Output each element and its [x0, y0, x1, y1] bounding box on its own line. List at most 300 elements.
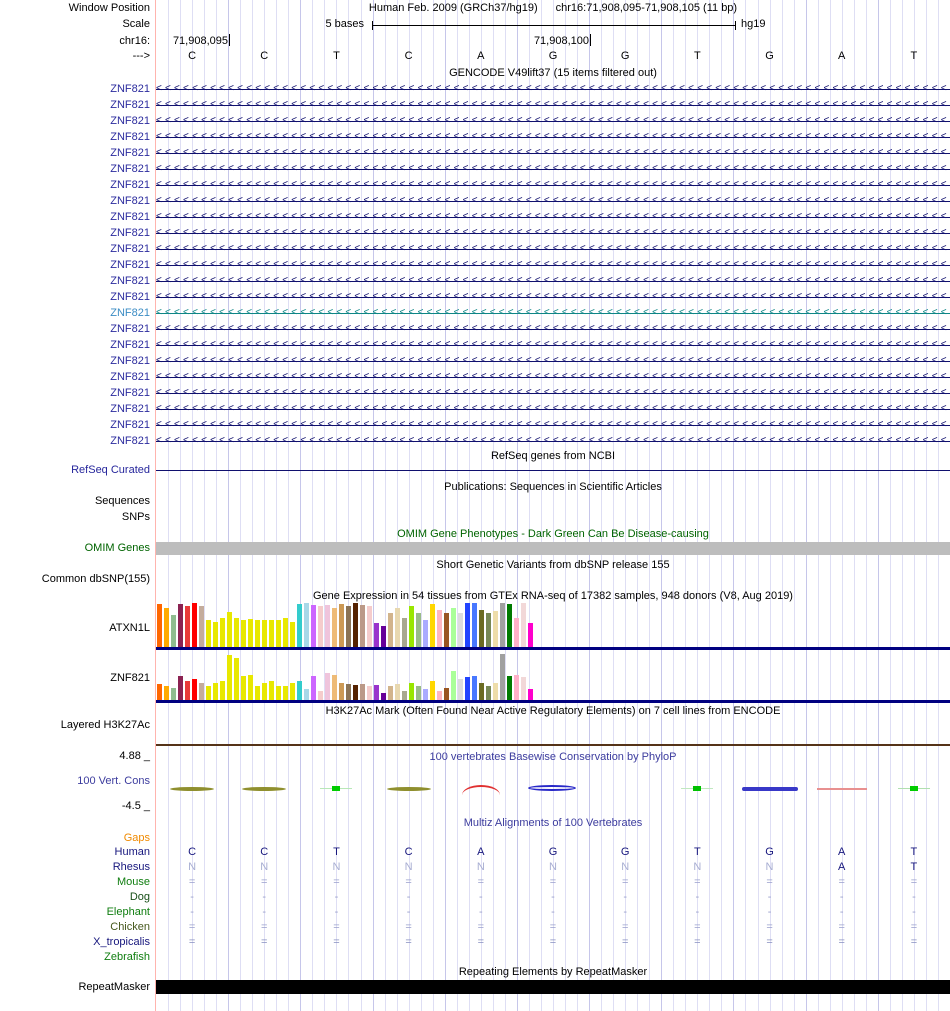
dbsnp-title: Short Genetic Variants from dbSNP release 155: [436, 559, 670, 571]
gtex-tissue-bar[interactable]: [192, 603, 197, 647]
scale-bar-right-tick: [735, 21, 736, 30]
multiz-alignment-cell: A: [477, 846, 485, 858]
phylop-title: 100 vertebrates Basewise Conservation by PhyloP: [429, 751, 677, 763]
h3k27ac-track-label: Layered H3K27Ac: [60, 719, 150, 731]
multiz-alignment-cell: N: [188, 861, 197, 873]
repeatmasker-title: Repeating Elements by RepeatMasker: [458, 966, 648, 978]
multiz-alignment-cell: -: [262, 906, 267, 918]
h3k27ac-title: H3K27Ac Mark (Often Found Near Active Regulatory Elements) on 7 cell lines from ENCODE: [325, 705, 781, 717]
gene-label[interactable]: ZNF821: [110, 291, 150, 303]
gene-direction-arrows[interactable]: <<<<<<<<<<<<<<<<<<<<<<<<<<<<<<<<<<<<<<<<<<<<<<<<<<<<<<<<<<<<<<<<<<<<<<<<<<<<<<<<<<<<<<<<: [156, 211, 950, 222]
multiz-alignment-cell: N: [549, 861, 557, 873]
base-letter: A: [838, 50, 846, 62]
gtex-tissue-bar[interactable]: [381, 626, 386, 647]
multiz-alignment-cell: =: [261, 921, 268, 933]
base-letter: T: [910, 50, 918, 62]
gtex-tissue-bar[interactable]: [458, 679, 463, 700]
gtex-tissue-bar[interactable]: [430, 604, 435, 647]
multiz-alignment-cell: N: [693, 861, 702, 873]
gene-direction-arrows[interactable]: <<<<<<<<<<<<<<<<<<<<<<<<<<<<<<<<<<<<<<<<<<<<<<<<<<<<<<<<<<<<<<<<<<<<<<<<<<<<<<<<<<<<<<<<: [156, 227, 950, 238]
gene-label[interactable]: ZNF821: [110, 355, 150, 367]
multiz-alignment-cell: -: [478, 891, 483, 903]
conservation-faint-line: [817, 788, 867, 790]
gtex-tissue-bar[interactable]: [248, 675, 253, 700]
conservation-lens: [170, 787, 214, 791]
gene-label[interactable]: ZNF821: [110, 323, 150, 335]
gene-direction-arrows[interactable]: <<<<<<<<<<<<<<<<<<<<<<<<<<<<<<<<<<<<<<<<<<<<<<<<<<<<<<<<<<<<<<<<<<<<<<<<<<<<<<<<<<<<<<<<: [156, 115, 950, 126]
repeatmasker-track-label: RepeatMasker: [78, 981, 150, 993]
multiz-alignment-cell: =: [621, 936, 629, 948]
gtex-tissue-bar[interactable]: [199, 606, 204, 647]
gtex-tissue-bar[interactable]: [430, 681, 435, 700]
gene-label[interactable]: ZNF821: [110, 83, 150, 95]
gtex-tissue-bar[interactable]: [465, 603, 470, 647]
gtex-tissue-bar[interactable]: [507, 676, 512, 700]
gene-label[interactable]: ZNF821: [110, 195, 150, 207]
gene-direction-arrows[interactable]: <<<<<<<<<<<<<<<<<<<<<<<<<<<<<<<<<<<<<<<<<<<<<<<<<<<<<<<<<<<<<<<<<<<<<<<<<<<<<<<<<<<<<<<<: [156, 259, 950, 270]
gtex-tissue-bar[interactable]: [213, 683, 218, 700]
multiz-alignment-cell: -: [912, 906, 916, 918]
multiz-alignment-cell: =: [477, 921, 485, 933]
dbsnp-track-label: Common dbSNP(155): [41, 573, 150, 585]
multiz-alignment-cell: =: [694, 936, 701, 948]
conservation-lens: [387, 787, 431, 791]
gene-label[interactable]: ZNF821: [110, 147, 150, 159]
snps-track-label: SNPs: [121, 511, 150, 523]
gtex-tissue-bar[interactable]: [304, 689, 309, 700]
gtex-tissue-bar[interactable]: [493, 611, 498, 647]
multiz-species-label: Chicken: [110, 921, 150, 933]
chrom-label: chr16:: [119, 35, 150, 47]
gtex-tissue-bar[interactable]: [416, 613, 421, 647]
gene-direction-arrows[interactable]: <<<<<<<<<<<<<<<<<<<<<<<<<<<<<<<<<<<<<<<<<<<<<<<<<<<<<<<<<<<<<<<<<<<<<<<<<<<<<<<<<<<<<<<<: [156, 371, 950, 382]
gtex-tissue-bar[interactable]: [493, 683, 498, 700]
gtex-tissue-bar[interactable]: [325, 673, 330, 700]
gtex-tissue-bar[interactable]: [381, 693, 386, 700]
gtex-tissue-bar[interactable]: [444, 613, 449, 647]
multiz-alignment-cell: =: [838, 876, 845, 888]
multiz-alignment-cell: N: [332, 861, 341, 873]
gtex-tissue-bar[interactable]: [164, 608, 169, 647]
multiz-alignment-cell: C: [188, 846, 197, 858]
multiz-alignment-cell: =: [766, 876, 773, 888]
multiz-alignment-cell: -: [478, 906, 483, 918]
gtex-tissue-bar[interactable]: [388, 686, 393, 700]
gene-label[interactable]: ZNF821: [110, 211, 150, 223]
base-letter: G: [548, 50, 558, 62]
gtex-tissue-bar[interactable]: [374, 623, 379, 647]
gtex-tissue-bar[interactable]: [479, 610, 484, 647]
omim-track-label: OMIM Genes: [84, 542, 150, 554]
gtex-atxn1l-baseline: [156, 647, 950, 650]
conservation-ellipse: [528, 785, 576, 791]
multiz-alignment-cell: =: [333, 936, 340, 948]
gtex-tissue-bar[interactable]: [388, 613, 393, 647]
gtex-tissue-bar[interactable]: [206, 686, 211, 700]
multiz-alignment-cell: G: [620, 846, 630, 858]
multiz-species-label: Zebrafish: [104, 951, 150, 963]
conservation-dot: [332, 786, 340, 791]
gene-direction-arrows[interactable]: <<<<<<<<<<<<<<<<<<<<<<<<<<<<<<<<<<<<<<<<<<<<<<<<<<<<<<<<<<<<<<<<<<<<<<<<<<<<<<<<<<<<<<<<: [156, 355, 950, 366]
gene-label[interactable]: ZNF821: [110, 403, 150, 415]
multiz-alignment-cell: G: [765, 846, 774, 858]
multiz-alignment-cell: -: [190, 906, 194, 918]
multiz-alignment-cell: =: [694, 921, 701, 933]
gtex-tissue-bar[interactable]: [241, 676, 246, 700]
gtex-tissue-bar[interactable]: [479, 683, 484, 700]
multiz-alignment-cell: -: [551, 906, 555, 918]
multiz-alignment-cell: -: [767, 891, 772, 903]
gtex-tissue-bar[interactable]: [178, 676, 183, 700]
base-letter: C: [404, 50, 413, 62]
multiz-alignment-cell: -: [334, 906, 339, 918]
conservation-thick-line: [742, 787, 798, 791]
conservation-lens: [242, 787, 286, 791]
gtex-tissue-bar[interactable]: [227, 655, 232, 700]
gtex-tissue-bar[interactable]: [262, 683, 267, 700]
gtex-tissue-bar[interactable]: [157, 684, 162, 700]
multiz-alignment-cell: N: [621, 861, 630, 873]
gene-direction-arrows[interactable]: <<<<<<<<<<<<<<<<<<<<<<<<<<<<<<<<<<<<<<<<<<<<<<<<<<<<<<<<<<<<<<<<<<<<<<<<<<<<<<<<<<<<<<<<: [156, 83, 950, 94]
multiz-alignment-cell: -: [334, 891, 339, 903]
gtex-tissue-bar[interactable]: [409, 606, 414, 647]
gene-label[interactable]: ZNF821: [110, 227, 150, 239]
multiz-title: Multiz Alignments of 100 Vertebrates: [463, 817, 643, 829]
multiz-alignment-cell: =: [694, 876, 701, 888]
gene-direction-arrows[interactable]: <<<<<<<<<<<<<<<<<<<<<<<<<<<<<<<<<<<<<<<<<<<<<<<<<<<<<<<<<<<<<<<<<<<<<<<<<<<<<<<<<<<<<<<<: [156, 307, 950, 318]
gtex-tissue-bar[interactable]: [514, 618, 519, 647]
gtex-atxn1l-label: ATXN1L: [109, 622, 150, 634]
multiz-alignment-cell: =: [405, 876, 412, 888]
gtex-tissue-bar[interactable]: [402, 691, 407, 700]
gtex-tissue-bar[interactable]: [325, 605, 330, 647]
multiz-alignment-cell: T: [333, 846, 340, 858]
multiz-alignment-cell: =: [549, 876, 557, 888]
gtex-tissue-bar[interactable]: [486, 613, 491, 647]
base-letter: T: [333, 50, 340, 62]
multiz-alignment-cell: =: [477, 876, 485, 888]
omim-gene-bar[interactable]: [156, 542, 950, 555]
conservation-arc: [462, 785, 500, 795]
gtex-tissue-bar[interactable]: [227, 612, 232, 647]
gene-direction-arrows[interactable]: <<<<<<<<<<<<<<<<<<<<<<<<<<<<<<<<<<<<<<<<<<<<<<<<<<<<<<<<<<<<<<<<<<<<<<<<<<<<<<<<<<<<<<<<: [156, 243, 950, 254]
gene-label[interactable]: ZNF821: [110, 339, 150, 351]
gene-label[interactable]: ZNF821: [110, 259, 150, 271]
gtex-tissue-bar[interactable]: [297, 604, 302, 647]
gene-label[interactable]: ZNF821: [110, 179, 150, 191]
gtex-tissue-bar[interactable]: [185, 681, 190, 700]
gtex-tissue-bar[interactable]: [262, 620, 267, 647]
repeatmasker-bar[interactable]: [156, 980, 950, 994]
gene-direction-arrows[interactable]: <<<<<<<<<<<<<<<<<<<<<<<<<<<<<<<<<<<<<<<<<<<<<<<<<<<<<<<<<<<<<<<<<<<<<<<<<<<<<<<<<<<<<<<<: [156, 419, 950, 430]
gtex-tissue-bar[interactable]: [437, 610, 442, 647]
gtex-tissue-bar[interactable]: [416, 686, 421, 700]
gtex-tissue-bar[interactable]: [423, 689, 428, 700]
multiz-alignment-cell: =: [910, 921, 918, 933]
gtex-tissue-bar[interactable]: [234, 658, 239, 700]
base-letter: C: [260, 50, 269, 62]
phylop-max-label: 4.88 _: [119, 750, 150, 762]
gtex-tissue-bar[interactable]: [283, 686, 288, 700]
gtex-tissue-bar[interactable]: [206, 620, 211, 647]
gtex-tissue-bar[interactable]: [472, 676, 477, 700]
multiz-alignment-cell: -: [190, 891, 194, 903]
multiz-alignment-cell: =: [188, 876, 196, 888]
gtex-tissue-bar[interactable]: [346, 684, 351, 700]
gene-label[interactable]: ZNF821: [110, 371, 150, 383]
gtex-tissue-bar[interactable]: [311, 605, 316, 647]
gtex-tissue-bar[interactable]: [451, 671, 456, 700]
multiz-alignment-cell: -: [551, 891, 555, 903]
gtex-tissue-bar[interactable]: [444, 688, 449, 700]
gene-direction-arrows[interactable]: <<<<<<<<<<<<<<<<<<<<<<<<<<<<<<<<<<<<<<<<<<<<<<<<<<<<<<<<<<<<<<<<<<<<<<<<<<<<<<<<<<<<<<<<: [156, 323, 950, 334]
multiz-alignment-cell: =: [766, 921, 773, 933]
gtex-tissue-bar[interactable]: [500, 603, 505, 647]
gtex-tissue-bar[interactable]: [395, 684, 400, 700]
gtex-tissue-bar[interactable]: [311, 676, 316, 700]
gtex-tissue-bar[interactable]: [255, 620, 260, 647]
gtex-tissue-bar[interactable]: [500, 654, 505, 700]
genome-label: hg19: [741, 18, 766, 30]
multiz-species-label: Human: [114, 846, 150, 858]
multiz-alignment-cell: A: [838, 861, 846, 873]
multiz-alignment-cell: =: [261, 876, 268, 888]
gene-direction-arrows[interactable]: <<<<<<<<<<<<<<<<<<<<<<<<<<<<<<<<<<<<<<<<<<<<<<<<<<<<<<<<<<<<<<<<<<<<<<<<<<<<<<<<<<<<<<<<: [156, 403, 950, 414]
multiz-alignment-cell: =: [261, 936, 268, 948]
gtex-tissue-bar[interactable]: [192, 679, 197, 700]
multiz-alignment-cell: G: [548, 846, 558, 858]
multiz-species-label: Rhesus: [112, 861, 150, 873]
gtex-tissue-bar[interactable]: [318, 606, 323, 647]
gtex-tissue-bar[interactable]: [199, 683, 204, 700]
gencode-title: GENCODE V49lift37 (15 items filtered out): [449, 67, 657, 79]
multiz-alignment-cell: =: [838, 936, 845, 948]
coord-left: 71,908,095: [172, 35, 228, 47]
gtex-tissue-bar[interactable]: [486, 686, 491, 700]
multiz-alignment-cell: =: [621, 876, 629, 888]
gtex-tissue-bar[interactable]: [178, 604, 183, 647]
multiz-alignment-cell: =: [477, 936, 485, 948]
gene-label[interactable]: ZNF821: [110, 435, 150, 447]
scale-label: Scale: [122, 18, 150, 30]
gtex-tissue-bar[interactable]: [290, 683, 295, 700]
multiz-alignment-cell: N: [765, 861, 774, 873]
gtex-title: Gene Expression in 54 tissues from GTEx RNA-seq of 17382 samples, 948 donors (V8, Aug 2019): [313, 590, 793, 602]
gene-label[interactable]: ZNF821: [110, 275, 150, 287]
h3k27ac-baseline[interactable]: [156, 744, 950, 746]
base-letter: C: [188, 50, 197, 62]
gtex-znf821-label: ZNF821: [110, 672, 150, 684]
conservation-dot: [910, 786, 918, 791]
gtex-tissue-bar[interactable]: [451, 608, 456, 647]
gtex-tissue-bar[interactable]: [171, 688, 176, 700]
gene-direction-arrows[interactable]: <<<<<<<<<<<<<<<<<<<<<<<<<<<<<<<<<<<<<<<<<<<<<<<<<<<<<<<<<<<<<<<<<<<<<<<<<<<<<<<<<<<<<<<<: [156, 163, 950, 174]
multiz-alignment-cell: =: [910, 936, 918, 948]
gtex-tissue-bar[interactable]: [276, 686, 281, 700]
refseq-title: RefSeq genes from NCBI: [490, 450, 616, 462]
multiz-species-label: Dog: [129, 891, 150, 903]
gtex-tissue-bar[interactable]: [423, 620, 428, 647]
phylop-min-label: -4.5 _: [121, 800, 150, 812]
multiz-alignment-cell: N: [476, 861, 485, 873]
gtex-tissue-bar[interactable]: [276, 620, 281, 647]
gtex-tissue-bar[interactable]: [437, 691, 442, 700]
omim-title: OMIM Gene Phenotypes - Dark Green Can Be Disease-causing: [397, 528, 709, 540]
gtex-tissue-bar[interactable]: [220, 618, 225, 647]
multiz-alignment-cell: C: [260, 846, 269, 858]
coord-right-tick: [590, 34, 591, 46]
gtex-tissue-bar[interactable]: [353, 685, 358, 700]
gtex-tissue-bar[interactable]: [353, 603, 358, 647]
gene-direction-arrows[interactable]: <<<<<<<<<<<<<<<<<<<<<<<<<<<<<<<<<<<<<<<<<<<<<<<<<<<<<<<<<<<<<<<<<<<<<<<<<<<<<<<<<<<<<<<<: [156, 435, 950, 446]
multiz-alignment-cell: =: [188, 921, 196, 933]
coord-left-tick: [229, 34, 230, 46]
gtex-tissue-bar[interactable]: [269, 620, 274, 647]
gtex-tissue-bar[interactable]: [332, 608, 337, 647]
refseq-gene-line[interactable]: [156, 470, 950, 471]
gtex-tissue-bar[interactable]: [367, 606, 372, 647]
refseq-track-label: RefSeq Curated: [71, 464, 150, 476]
gtex-tissue-bar[interactable]: [220, 681, 225, 700]
gtex-tissue-bar[interactable]: [374, 685, 379, 700]
gtex-tissue-bar[interactable]: [367, 686, 372, 700]
strand-arrow: --->: [132, 50, 150, 62]
multiz-alignment-cell: N: [404, 861, 413, 873]
gtex-tissue-bar[interactable]: [409, 683, 414, 700]
gtex-tissue-bar[interactable]: [304, 603, 309, 647]
multiz-alignment-cell: =: [405, 921, 412, 933]
multiz-species-label: Gaps: [123, 832, 150, 844]
gtex-tissue-bar[interactable]: [528, 623, 533, 647]
multiz-species-label: Mouse: [116, 876, 150, 888]
multiz-species-label: Elephant: [106, 906, 150, 918]
coord-right: 71,908,100: [533, 35, 589, 47]
gene-direction-arrows[interactable]: <<<<<<<<<<<<<<<<<<<<<<<<<<<<<<<<<<<<<<<<<<<<<<<<<<<<<<<<<<<<<<<<<<<<<<<<<<<<<<<<<<<<<<<<: [156, 99, 950, 110]
multiz-alignment-cell: -: [623, 891, 627, 903]
gene-label[interactable]: ZNF821: [110, 131, 150, 143]
multiz-alignment-cell: T: [910, 846, 918, 858]
gtex-tissue-bar[interactable]: [339, 604, 344, 647]
scale-bar: [372, 25, 736, 26]
gtex-tissue-bar[interactable]: [458, 613, 463, 647]
gtex-tissue-bar[interactable]: [255, 686, 260, 700]
multiz-alignment-cell: T: [693, 846, 701, 858]
gtex-tissue-bar[interactable]: [472, 603, 477, 647]
gtex-tissue-bar[interactable]: [213, 622, 218, 647]
phylop-track-label: 100 Vert. Cons: [77, 775, 150, 787]
base-letter: G: [620, 50, 630, 62]
multiz-alignment-cell: A: [838, 846, 846, 858]
multiz-alignment-cell: -: [262, 891, 267, 903]
gtex-tissue-bar[interactable]: [290, 622, 295, 647]
sequences-track-label: Sequences: [94, 495, 150, 507]
gtex-tissue-bar[interactable]: [521, 677, 526, 700]
gtex-tissue-bar[interactable]: [297, 681, 302, 700]
gene-direction-arrows[interactable]: <<<<<<<<<<<<<<<<<<<<<<<<<<<<<<<<<<<<<<<<<<<<<<<<<<<<<<<<<<<<<<<<<<<<<<<<<<<<<<<<<<<<<<<<: [156, 387, 950, 398]
gtex-tissue-bar[interactable]: [332, 675, 337, 700]
assembly-text: Human Feb. 2009 (GRCh37/hg19): [368, 2, 538, 14]
gene-direction-arrows[interactable]: <<<<<<<<<<<<<<<<<<<<<<<<<<<<<<<<<<<<<<<<<<<<<<<<<<<<<<<<<<<<<<<<<<<<<<<<<<<<<<<<<<<<<<<<: [156, 131, 950, 142]
multiz-alignment-cell: -: [839, 906, 844, 918]
multiz-alignment-cell: =: [188, 936, 196, 948]
multiz-alignment-cell: -: [839, 891, 844, 903]
gene-direction-arrows[interactable]: <<<<<<<<<<<<<<<<<<<<<<<<<<<<<<<<<<<<<<<<<<<<<<<<<<<<<<<<<<<<<<<<<<<<<<<<<<<<<<<<<<<<<<<<: [156, 291, 950, 302]
gtex-tissue-bar[interactable]: [395, 608, 400, 647]
gtex-tissue-bar[interactable]: [234, 618, 239, 647]
gtex-tissue-bar[interactable]: [507, 604, 512, 647]
gene-label[interactable]: ZNF821: [110, 307, 150, 319]
multiz-species-label: X_tropicalis: [93, 936, 150, 948]
gtex-tissue-bar[interactable]: [164, 686, 169, 700]
multiz-alignment-cell: =: [910, 876, 918, 888]
multiz-alignment-cell: -: [912, 891, 916, 903]
gene-direction-arrows[interactable]: <<<<<<<<<<<<<<<<<<<<<<<<<<<<<<<<<<<<<<<<<<<<<<<<<<<<<<<<<<<<<<<<<<<<<<<<<<<<<<<<<<<<<<<<: [156, 275, 950, 286]
gene-label[interactable]: ZNF821: [110, 387, 150, 399]
gtex-tissue-bar[interactable]: [360, 684, 365, 700]
gtex-tissue-bar[interactable]: [528, 689, 533, 700]
window-position-value: [156, 2, 950, 15]
gene-label[interactable]: ZNF821: [110, 243, 150, 255]
base-letter: G: [765, 50, 774, 62]
multiz-alignment-cell: =: [333, 876, 340, 888]
multiz-alignment-cell: -: [695, 906, 700, 918]
multiz-alignment-cell: -: [767, 906, 772, 918]
gene-direction-arrows[interactable]: <<<<<<<<<<<<<<<<<<<<<<<<<<<<<<<<<<<<<<<<<<<<<<<<<<<<<<<<<<<<<<<<<<<<<<<<<<<<<<<<<<<<<<<<: [156, 339, 950, 350]
gtex-tissue-bar[interactable]: [157, 604, 162, 647]
gene-direction-arrows[interactable]: <<<<<<<<<<<<<<<<<<<<<<<<<<<<<<<<<<<<<<<<<<<<<<<<<<<<<<<<<<<<<<<<<<<<<<<<<<<<<<<<<<<<<<<<: [156, 147, 950, 158]
window-position-label: Window Position: [68, 2, 150, 14]
gene-label[interactable]: ZNF821: [110, 419, 150, 431]
gtex-tissue-bar[interactable]: [171, 615, 176, 647]
gtex-tissue-bar[interactable]: [185, 606, 190, 647]
gene-direction-arrows[interactable]: <<<<<<<<<<<<<<<<<<<<<<<<<<<<<<<<<<<<<<<<<<<<<<<<<<<<<<<<<<<<<<<<<<<<<<<<<<<<<<<<<<<<<<<<: [156, 195, 950, 206]
multiz-alignment-cell: =: [766, 936, 773, 948]
gtex-tissue-bar[interactable]: [318, 691, 323, 700]
multiz-alignment-cell: -: [623, 906, 627, 918]
multiz-alignment-cell: C: [404, 846, 413, 858]
gene-label[interactable]: ZNF821: [110, 99, 150, 111]
gene-direction-arrows[interactable]: <<<<<<<<<<<<<<<<<<<<<<<<<<<<<<<<<<<<<<<<<<<<<<<<<<<<<<<<<<<<<<<<<<<<<<<<<<<<<<<<<<<<<<<<: [156, 179, 950, 190]
multiz-alignment-cell: =: [405, 936, 412, 948]
multiz-alignment-cell: -: [695, 891, 700, 903]
gtex-tissue-bar[interactable]: [360, 605, 365, 647]
gtex-znf821-baseline: [156, 700, 950, 703]
multiz-alignment-cell: =: [549, 936, 557, 948]
gtex-tissue-bar[interactable]: [283, 618, 288, 647]
base-letter: T: [693, 50, 701, 62]
gtex-tissue-bar[interactable]: [346, 606, 351, 647]
multiz-alignment-cell: -: [406, 891, 411, 903]
gtex-tissue-bar[interactable]: [339, 683, 344, 700]
multiz-alignment-cell: =: [549, 921, 557, 933]
base-letter: A: [477, 50, 485, 62]
gtex-tissue-bar[interactable]: [514, 675, 519, 700]
gtex-tissue-bar[interactable]: [269, 681, 274, 700]
multiz-alignment-cell: -: [406, 906, 411, 918]
scale-bar-left-tick: [372, 21, 373, 30]
multiz-alignment-cell: =: [333, 921, 340, 933]
gene-label[interactable]: ZNF821: [110, 163, 150, 175]
gtex-tissue-bar[interactable]: [402, 618, 407, 647]
multiz-alignment-cell: N: [260, 861, 269, 873]
gtex-tissue-bar[interactable]: [248, 619, 253, 647]
gene-label[interactable]: ZNF821: [110, 115, 150, 127]
multiz-alignment-cell: =: [621, 921, 629, 933]
gtex-tissue-bar[interactable]: [241, 620, 246, 647]
gtex-tissue-bar[interactable]: [521, 603, 526, 647]
position-text: chr16:71,908,095-71,908,105 (11 bp): [555, 2, 738, 14]
gtex-tissue-bar[interactable]: [465, 677, 470, 700]
